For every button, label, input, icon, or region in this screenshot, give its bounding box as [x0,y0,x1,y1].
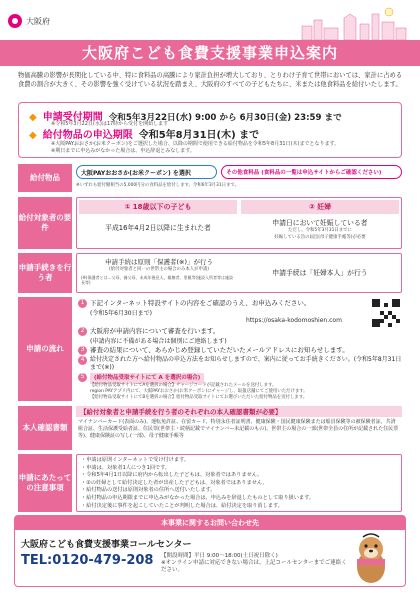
notes-list [81,457,397,510]
benefit-note: ※いずれも給付額相当の5,000円分の食料品を給付します。令和6年3月31日まで。 [76,183,240,188]
eligibility-col1-body: 平成16年4月2日以降に生まれた者 [105,224,211,232]
flow-body [76,297,402,401]
step-2-text: 大阪府が申請内容について審査を行います。 [90,327,220,335]
flow-step-2 [78,327,348,336]
notes-item: ・申請は、対象者1人につき1回です。 [81,464,171,471]
phone-number[interactable]: TEL:0120-479-208 [21,553,154,568]
docs-section [18,406,402,450]
benefit-label: 給付物品 [18,164,72,192]
applicant-col1-notes: (※)保護者とは…父母、養父母、未成年後見人、親権者、里親等(施設入所者等は施設長等) [81,275,234,285]
step-5-text: (給付物品受取サイトにて A を選択の場合) [90,373,204,384]
step-1-text: 下記インターネット特設サイトの内容をご確認のうえ、お申込みください。 [90,299,311,307]
eligibility-section [18,197,402,249]
diamond-icon: ◆ [29,130,37,141]
benefit-section [18,164,402,192]
step-number-1: 1 [78,299,87,308]
applicant-col2-main: 申請手続は「妊婦本人」が行う [272,269,368,277]
mascot-illustration [347,533,395,585]
benefit-options [76,165,402,179]
hours-value: 平日 9:00〜18:00(土日祝日除く) [194,553,278,559]
docs-body-text: マイナンバーカード(表面のみ)、運転免許証、在留カード、特別永住者証明書、健康保険・国民健康保険または船員保険等の被保険者証、共済組合証、生活保護受給者証、住民票(世帯主・続柄記載でマイナンバー未記載のもの)、世帯主の場合の一部(世帯全員の住所が記載された住民票等)、健康保険証の写し(一部)、母子健康手帳等 [78,419,399,439]
applicant-col1-main: 申請手続は原則「保護者(※)」が行う [104,258,214,266]
step-1-date: (令和5年6月30日まで) [90,310,152,317]
flow-step-4 [78,356,404,371]
page-title: 大阪府こども食費支援事業申込案内 [0,40,420,66]
flow-step-3 [78,346,404,355]
period-note: ※期日までに申込みがなかった場合は、申込辞退とみなします。 [51,148,195,154]
notes-item: ・給付決定後に事件を起こしていたことが判明した場合は、給付決定を取り消します。 [81,502,283,509]
eligibility-col2-note: 妊娠している旨の届出(母子健康手帳等)が必要 [274,235,366,240]
qr-code-icon[interactable] [372,299,400,327]
period-note: ※大阪PAYおおさか(お米クーポン)をご選択した場合、以降の期間で使用できる給付物品を令和5年8月31日(木)までとなります。 [51,141,340,147]
notes-item: ・令和5年4月1日以降に府内から転出した子どもは、対象者ではありません。 [81,472,263,479]
site-url-link[interactable]: https://osaka-kodomoshien.com [246,317,342,324]
call-center-name: 大阪府こども食費支援事業コールセンター [21,540,192,550]
step-number-3: 3 [78,346,87,355]
diamond-icon: ◆ [29,112,37,123]
docs-label: 本人確認書類 [18,406,72,450]
flow-section [18,297,402,401]
org-logo [8,14,50,28]
hours-note: ※オンライン申請に対応できない場合は、上記コールセンターまでご連絡ください。 [161,560,347,573]
step-number-4: 4 [78,356,87,365]
docs-head: 【給付対象者と申請手続を行う者のそれぞれの本人確認書類が必要】 [76,406,402,417]
step-5-a: 【給付物品受取サイトにてAを選択の場合】チャージコードが記載されたメールを送付します。 [90,383,277,388]
accept-period-label: 申請受付期間 [42,112,103,123]
step-3-text: 審査の結果について、あらかじめ登録していただいたメールアドレスにお知らせします。 [90,346,349,354]
city-skyline-illustration [294,4,414,40]
period-box [18,102,402,158]
intro-text: 物価高騰の影響が長期化している中、特に食料品の高騰により家計負担が増大しており、とりわけ子育て世帯においては、家計に占める食費の割合が大きく、その影響を強く受けている状況を踏まえ、大阪府のすべての子どもたちに、米または他食料品を給付いたします。 [18,72,403,88]
applicant-body [76,253,402,293]
notes-item: ・給付物品の申込期限までに申込みがなかった場合は、申込みを辞退したものとして取り扱います。 [81,494,315,501]
notes-body [76,454,402,512]
eligibility-col2-head: ② 妊婦 [241,200,399,214]
osaka-emblem-icon [8,14,22,28]
hours-label: 【開設時間】 [161,553,195,559]
docs-body [76,406,402,450]
step-number-2: 2 [78,327,87,336]
option-a: 大阪PAYおおさか(お米クーポン) を選択 [76,165,217,179]
flow-step-1 [78,299,333,308]
period-notes [51,141,396,155]
notes-item: ・②の妊婦として給付決定した者が出産した子どもは、対象者ではありません。 [81,479,268,486]
step-5-b: 【給付物品受取サイトにてBを選択の場合】給付物品受取サイトにてお選びいただいた給付物品を送付します。 [90,395,308,400]
option-b: その他食料品 (食料品の一覧は申込サイトからご確認ください) [221,165,402,179]
eligibility-body [76,197,402,249]
accept-period-value: 令和5年3月22日(水) 9:00 から 6月30日(金) 23:59 まで [108,113,342,123]
contact-box [14,515,406,587]
step-number-5: 5 [78,373,87,382]
deadline-row [29,126,259,141]
eligibility-col1-head: ① 18歳以下の子ども [79,200,237,214]
step-5-a2: region PAYアプリ内にて、大阪PAYおおさか(お米クーポン)にチャージし、取扱店舗にてご使用いただけます。 [90,389,308,394]
org-name: 大阪府 [26,16,50,26]
flow-label: 申請の流れ [18,297,72,401]
applicant-label: 申請手続きを行う者 [18,253,72,293]
step-4-text: 給付決定された方へ給付物品の申込方法をお知らせしますので、案内に従ってお手続きください。(令和5年8月31日まで(※)) [90,356,402,371]
applicant-col1-sub: (給付対象者と同一の世帯主の場合のみ本人が申請) [108,267,210,272]
eligibility-col2-note: ただし、令和5年3月31日までに [288,228,352,233]
notes-item: ・給付物品の送付は原則対象者の住所へ送付いたします。 [81,487,216,494]
accept-period-note: ※令和5年3月22日(水)は17時から受付を開始します [51,121,169,127]
step-2-sub: (申請内容に不備がある場合は個別にご連絡します) [90,338,227,345]
notes-section [18,454,402,512]
notes-item: ・申請は原則インターネットで受け付けます。 [81,457,190,463]
deadline-value: 令和5年8月31日(木) まで [138,130,260,141]
applicant-section [18,253,402,293]
flow-step-5 [78,373,404,384]
contact-head: 本事業に関するお問い合わせ先 [15,516,405,530]
eligibility-col2-body: 申請日において妊娠している者 [272,219,368,227]
notes-label: 申請にあたっての注意事項 [18,454,72,512]
deadline-label: 給付物品の申込期限 [42,130,133,141]
hours-block [161,553,351,574]
eligibility-label: 給付対象者の要件 [18,197,72,249]
